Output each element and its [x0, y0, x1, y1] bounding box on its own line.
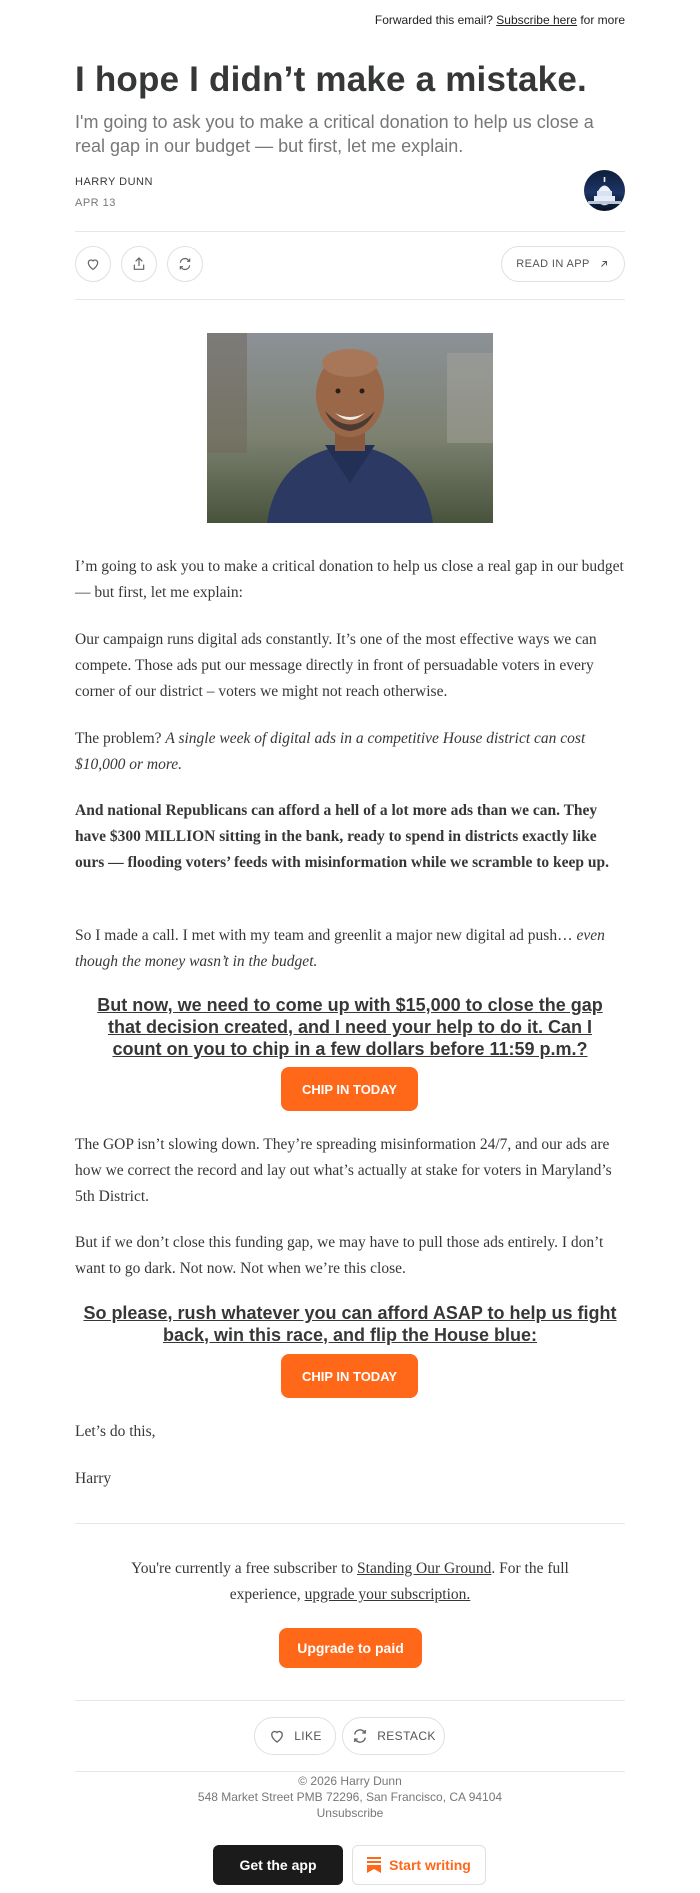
restack-icon — [351, 1727, 369, 1745]
footer-restack-button[interactable]: RESTACK — [342, 1717, 445, 1755]
mailing-address: 548 Market Street PMB 72296, San Francisco, CA 94104 — [197, 1790, 503, 1804]
post-subtitle: I'm going to ask you to make a critical donation to help us close a real gap in our budget — but first, let me explain. — [75, 112, 594, 156]
paragraph: So I made a call. I met with my team and greenlit a major new digital ad push… even though the money wasn’t in the budget. — [75, 927, 605, 970]
divider — [75, 1523, 625, 1524]
unsubscribe-link[interactable]: Unsubscribe — [316, 1806, 384, 1820]
arrow-up-right-icon — [598, 258, 610, 270]
paragraph: Our campaign runs digital ads constantly. It’s one of the most effective ways we can compete. Those ads put our message directly in front of persuadable voters in every corner of our district – voters we might not reach otherwise. — [75, 631, 597, 700]
get-the-app-button[interactable]: Get the app — [213, 1845, 343, 1885]
upgrade-to-paid-button[interactable]: Upgrade to paid — [279, 1628, 422, 1668]
subscribe-link[interactable]: Subscribe here — [496, 13, 577, 27]
author-name[interactable]: HARRY DUNN — [75, 176, 153, 188]
heart-icon — [268, 1727, 286, 1745]
footer-like-button[interactable]: LIKE — [254, 1717, 336, 1755]
post-title[interactable]: I hope I didn’t make a mistake. — [75, 60, 587, 99]
signature: Harry — [75, 1470, 112, 1487]
divider — [75, 1771, 625, 1772]
restack-button[interactable] — [167, 246, 203, 282]
read-in-app-button[interactable]: READ IN APP — [501, 246, 625, 282]
paragraph: But if we don’t close this funding gap, we may have to pull those ads entirely. I don’t want to go dark. Not now. Not when we’re this close. — [75, 1234, 604, 1277]
candidate-photo — [207, 333, 493, 523]
post-date: APR 13 — [75, 197, 116, 209]
paragraph: The problem? A single week of digital ads in a competitive House district can cost $10,000 or more. — [75, 730, 586, 773]
restack-icon — [177, 256, 193, 272]
divider — [75, 1700, 625, 1701]
upgrade-link[interactable]: upgrade your subscription. — [304, 1586, 471, 1603]
chip-in-button[interactable]: CHIP IN TODAY — [281, 1067, 418, 1111]
capitol-dome-icon — [584, 170, 625, 211]
publication-avatar[interactable] — [584, 170, 625, 211]
substack-logo-icon — [367, 1857, 381, 1873]
share-icon — [131, 256, 147, 272]
paragraph: I’m going to ask you to make a critical donation to help us close a real gap in our budget — but first, let me explain: — [75, 558, 624, 601]
copyright: © 2026 Harry Dunn — [298, 1774, 402, 1788]
heart-icon — [85, 256, 101, 272]
publication-link[interactable]: Standing Our Ground — [357, 1560, 492, 1577]
donation-cta-link[interactable]: But now, we need to come up with $15,000 to close the gap that decision created, and I need your help to do it. Can I count on you to chip in a few dollars before 11:59 p.m.? — [97, 995, 603, 1059]
start-writing-button[interactable]: Start writing — [352, 1845, 486, 1885]
divider — [75, 299, 625, 300]
divider — [75, 231, 625, 232]
paragraph: The GOP isn’t slowing down. They’re spreading misinformation 24/7, and our ads are how we correct the record and lay out what’s actually at stake for voters in Maryland’s 5th District. — [75, 1136, 612, 1205]
unsubscribe-row — [0, 1806, 700, 1820]
like-button[interactable] — [75, 246, 111, 282]
portrait-image — [207, 333, 493, 523]
donation-cta-link[interactable]: So please, rush whatever you can afford ASAP to help us fight back, win this race, and flip the House blue: — [83, 1303, 617, 1345]
share-button[interactable] — [121, 246, 157, 282]
signoff: Let’s do this, — [75, 1423, 156, 1440]
subscription-notice: You're currently a free subscriber to Standing Our Ground. For the full experience, upgrade your subscription. — [131, 1560, 569, 1603]
paragraph-bold: And national Republicans can afford a hell of a lot more ads than we can. They have $300 MILLION sitting in the bank, ready to spend in districts exactly like ours — flooding voters’ feeds with misinformation while we scramble to keep up. — [75, 802, 610, 871]
chip-in-button[interactable]: CHIP IN TODAY — [281, 1354, 418, 1398]
forwarded-notice: Forwarded this email? Subscribe here for more — [374, 13, 625, 27]
